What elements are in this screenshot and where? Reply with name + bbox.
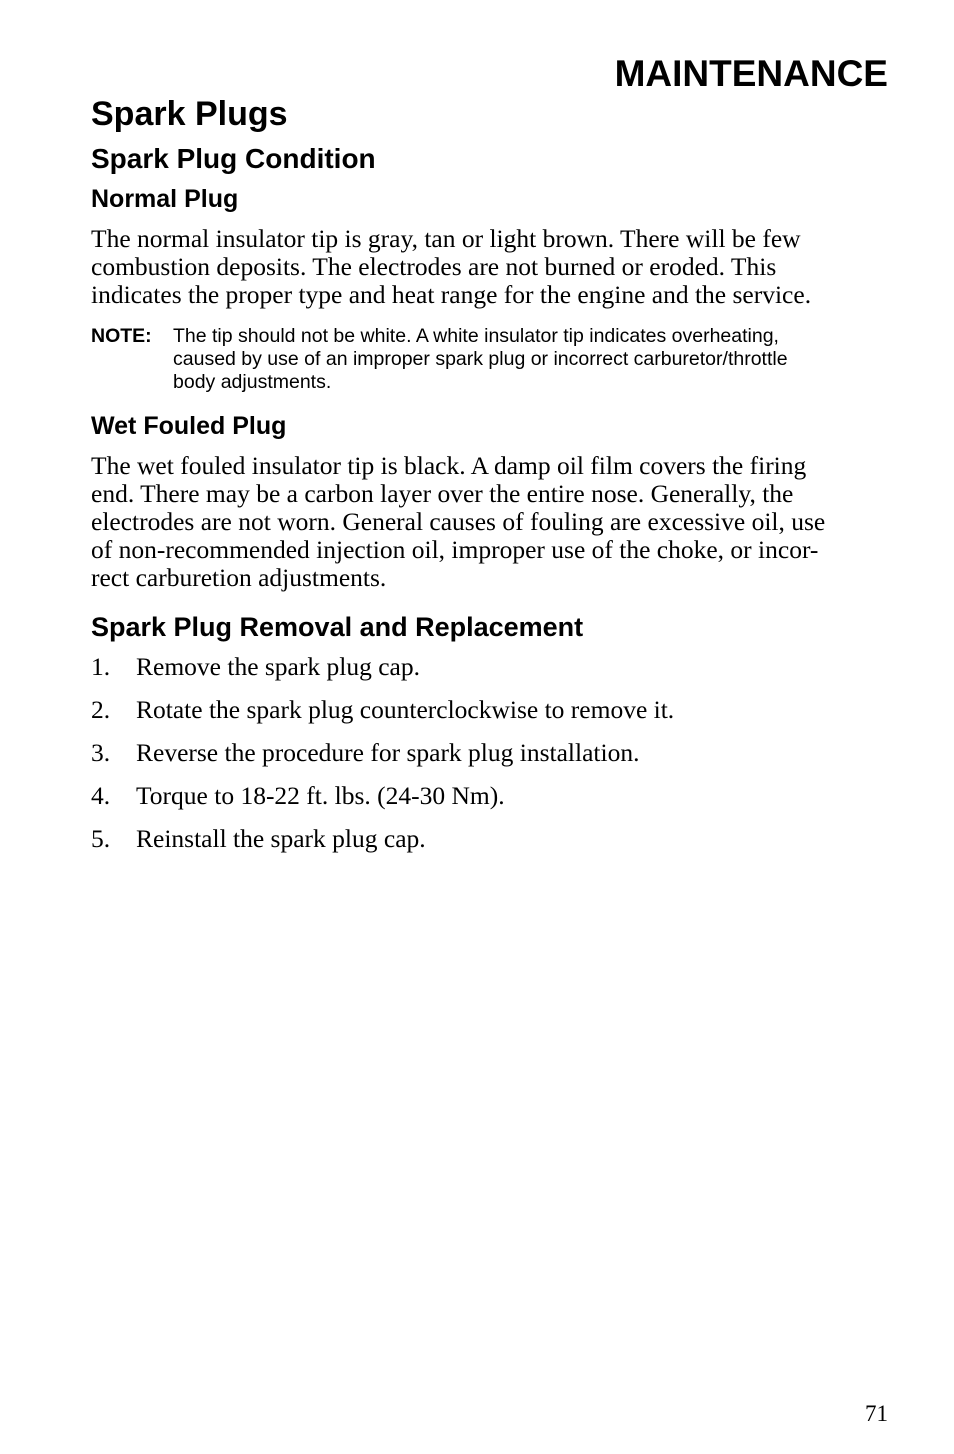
step-number: 4. — [91, 781, 111, 810]
removal-steps-list — [91, 652, 891, 867]
paragraph-line: The normal insulator tip is gray, tan or light brown. There will be few — [91, 224, 801, 253]
paragraph-line: electrodes are not worn. General causes of fouling are excessive oil, use — [91, 507, 826, 536]
step-number: 2. — [91, 695, 111, 724]
section-header: MAINTENANCE — [614, 53, 888, 94]
paragraph-line: end. There may be a carbon layer over the entire nose. Generally, the — [91, 479, 794, 508]
note-line: caused by use of an improper spark plug or incorrect carburetor/throttle — [173, 348, 788, 370]
normal-plug-heading: Normal Plug — [91, 185, 239, 213]
normal-plug-paragraph — [91, 225, 891, 309]
removal-heading: Spark Plug Removal and Replacement — [91, 612, 584, 642]
step-text: Rotate the spark plug counterclockwise to remove it. — [136, 695, 675, 724]
note-label: NOTE: — [91, 325, 152, 347]
step-item — [91, 695, 891, 738]
step-number: 5. — [91, 824, 111, 853]
step-text: Remove the spark plug cap. — [136, 652, 420, 681]
step-item — [91, 652, 891, 695]
wet-fouled-plug-heading: Wet Fouled Plug — [91, 412, 287, 440]
note-text — [173, 325, 893, 394]
step-item — [91, 824, 891, 867]
step-text: Reverse the procedure for spark plug installation. — [136, 738, 640, 767]
paragraph-line: rect carburetion adjustments. — [91, 563, 387, 592]
step-number: 3. — [91, 738, 111, 767]
page-title: Spark Plugs — [91, 95, 288, 133]
page-number: 71 — [865, 1401, 888, 1426]
step-text: Reinstall the spark plug cap. — [136, 824, 426, 853]
paragraph-line: indicates the proper type and heat range for the engine and the service. — [91, 280, 812, 309]
step-text: Torque to 18-22 ft. lbs. (24-30 Nm). — [136, 781, 505, 810]
condition-heading: Spark Plug Condition — [91, 143, 376, 174]
step-number: 1. — [91, 652, 111, 681]
note-line: The tip should not be white. A white insulator tip indicates overheating, — [173, 325, 779, 347]
step-item — [91, 738, 891, 781]
note-line: body adjustments. — [173, 371, 332, 393]
wet-fouled-plug-paragraph — [91, 452, 891, 592]
paragraph-line: combustion deposits. The electrodes are not burned or eroded. This — [91, 252, 777, 281]
paragraph-line: of non-recommended injection oil, improper use of the choke, or incor- — [91, 535, 819, 564]
paragraph-line: The wet fouled insulator tip is black. A damp oil film covers the firing — [91, 451, 807, 480]
step-item — [91, 781, 891, 824]
